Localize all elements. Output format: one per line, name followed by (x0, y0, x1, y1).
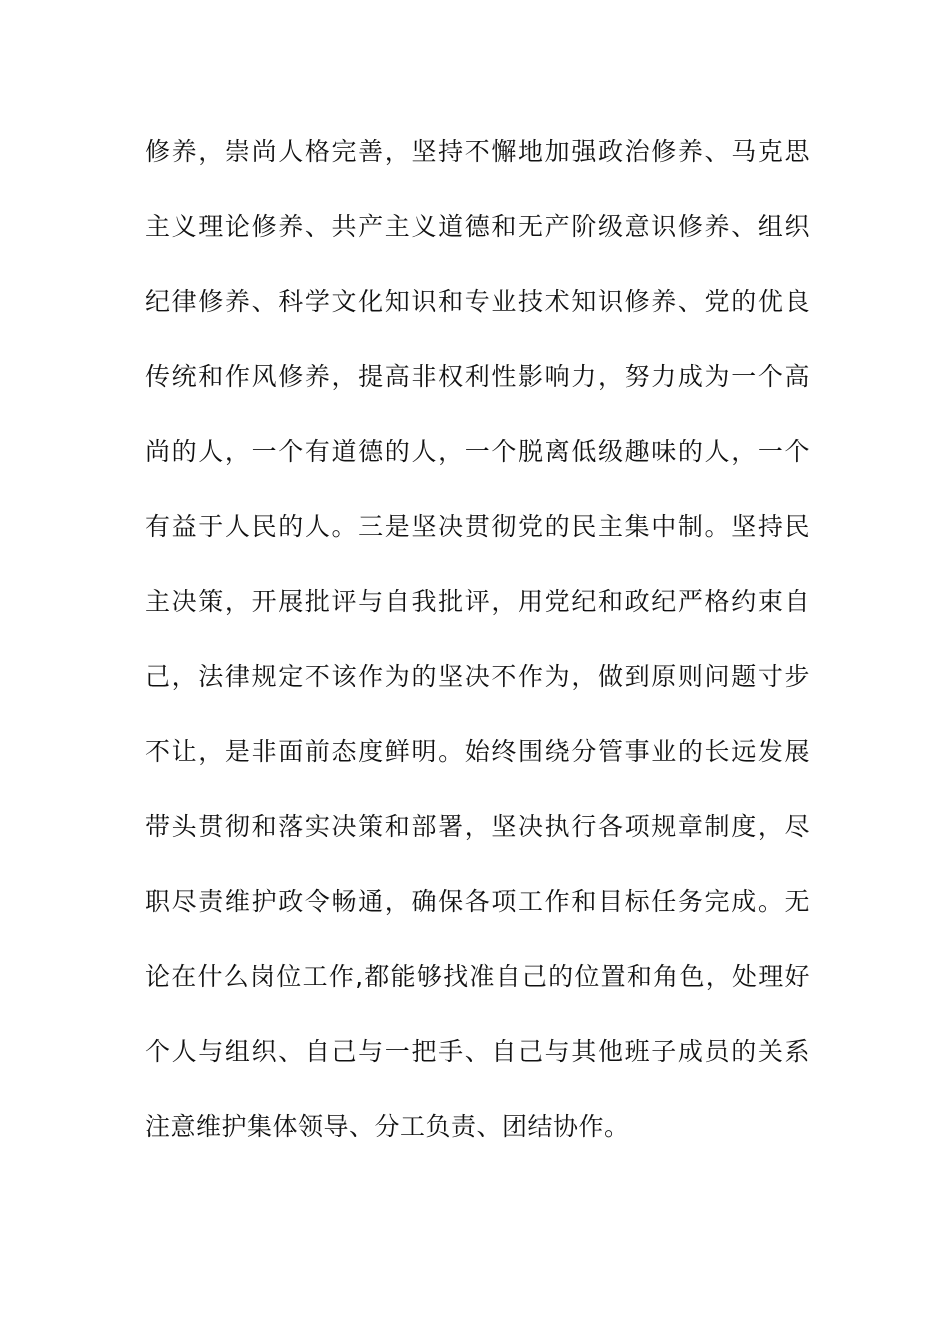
text-line-4: 传统和作风修养，提高非权利性影响力，努力成为一个高 (145, 362, 810, 391)
text-line-10: 带头贯彻和落实决策和部署，坚决执行各项规章制度，尽 (145, 812, 810, 841)
text-line-9: 不让，是非面前态度鲜明。始终围绕分管事业的长远发展 (145, 737, 810, 766)
text-line-14: 注意维护集体领导、分工负责、团结协作。 (145, 1112, 630, 1141)
text-line-1: 修养，崇尚人格完善，坚持不懈地加强政治修养、马克思 (145, 137, 810, 166)
text-line-3: 纪律修养、科学文化知识和专业技术知识修养、党的优良 (145, 287, 810, 316)
text-line-8: 己，法律规定不该作为的坚决不作为，做到原则问题寸步 (145, 662, 810, 691)
body-paragraph (145, 126, 810, 1176)
text-line-5: 尚的人，一个有道德的人，一个脱离低级趣味的人，一个 (145, 437, 810, 466)
text-line-6: 有益于人民的人。三是坚决贯彻党的民主集中制。坚持民 (145, 512, 810, 541)
text-line-11: 职尽责维护政令畅通，确保各项工作和目标任务完成。无 (145, 887, 810, 916)
text-line-12: 论在什么岗位工作,都能够找准自己的位置和角色，处理好 (145, 962, 810, 991)
text-line-2: 主义理论修养、共产主义道德和无产阶级意识修养、组织 (145, 212, 810, 241)
text-line-7: 主决策，开展批评与自我批评，用党纪和政纪严格约束自 (145, 587, 810, 616)
text-line-13: 个人与组织、自己与一把手、自己与其他班子成员的关系 (145, 1037, 810, 1066)
